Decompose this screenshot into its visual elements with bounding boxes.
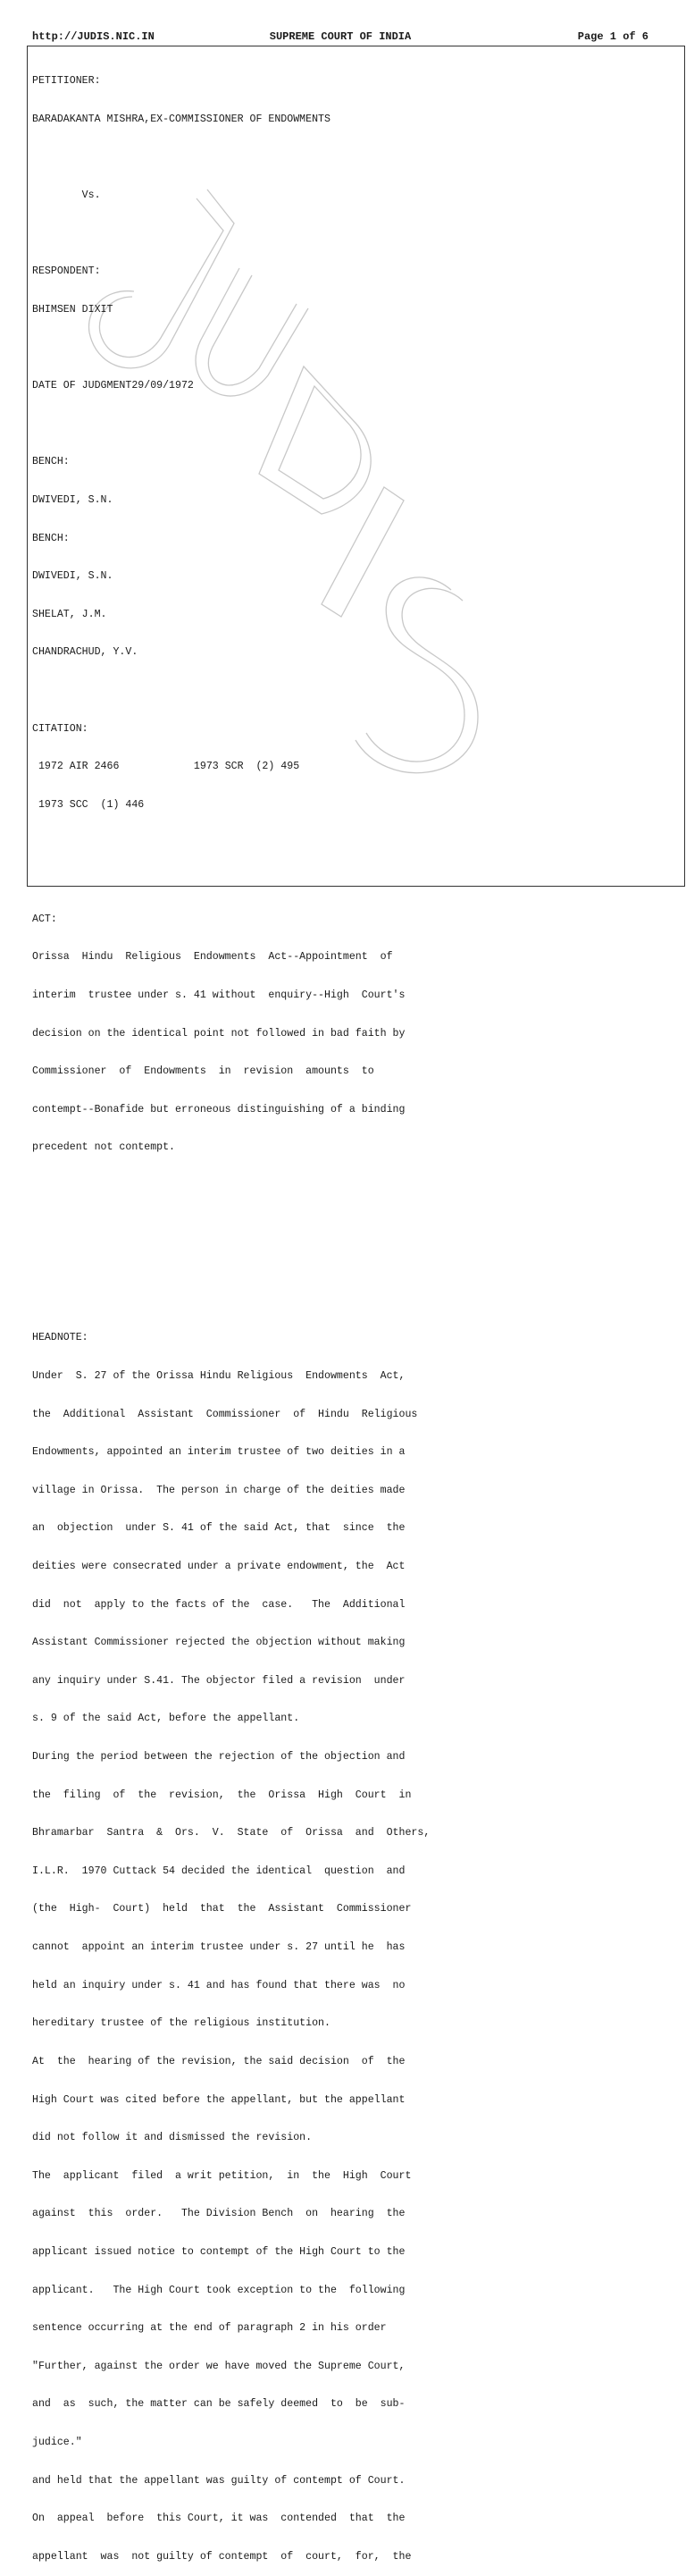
headnote-line: applicant issued notice to contempt of the High Court to the [32, 2245, 406, 2258]
headnote-line: the filing of the revision, the Orissa High Court in [32, 1789, 412, 1801]
bench-label: BENCH: [32, 532, 70, 544]
headnote-line: village in Orissa. The person in charge of the deities made [32, 1484, 406, 1496]
headnote-line: applicant. The High Court took exception to the following [32, 2284, 406, 2296]
act-line: precedent not contempt. [32, 1141, 176, 1154]
bench-label: BENCH: [32, 456, 70, 468]
act-line: contempt--Bonafide but erroneous distinguishing of a binding [32, 1103, 406, 1115]
act-line: Commissioner of Endowments in revision amounts to [32, 1065, 374, 1078]
headnote-line: against this order. The Division Bench on hearing the [32, 2208, 406, 2220]
act-line: decision on the identical point not followed in bad faith by [32, 1027, 406, 1040]
headnote-line: and held that the appellant was guilty of contempt of Court. [32, 2474, 406, 2487]
headnote-line: On appeal before this Court, it was contended that the [32, 2513, 406, 2525]
headnote-line: did not follow it and dismissed the revision. [32, 2132, 313, 2144]
headnote-line: appellant was not guilty of contempt of court, for, the [32, 2550, 412, 2563]
headnote-line: Bhramarbar Santra & Ors. V. State of Orissa and Others, [32, 1827, 431, 1839]
headnote-line: did not apply to the facts of the case. The Additional [32, 1598, 406, 1611]
citation-line: 1972 AIR 2466 1973 SCR (2) 495 [32, 761, 300, 773]
headnote-line: s. 9 of the said Act, before the appellant. [32, 1713, 300, 1725]
headnote-label: HEADNOTE: [32, 1332, 88, 1344]
headnote-line: an objection under S. 41 of the said Act, that since the [32, 1522, 406, 1535]
headnote-line: any inquiry under S.41. The objector filed a revision under [32, 1674, 406, 1687]
judge-name: CHANDRACHUD, Y.V. [32, 646, 138, 659]
headnote-line: "Further, against the order we have moved the Supreme Court, [32, 2360, 406, 2372]
citation-label: CITATION: [32, 722, 88, 735]
versus: Vs. [32, 189, 101, 202]
headnote-line: The applicant filed a writ petition, in the High Court [32, 2169, 412, 2182]
headnote-line: deities were consecrated under a private endowment, the Act [32, 1561, 406, 1572]
act-line: interim trustee under s. 41 without enquiry--High Court's [32, 989, 406, 1001]
headnote-line: cannot appoint an interim trustee under s. 27 until he has [32, 1941, 406, 1954]
page-number: Page 1 of 6 [577, 30, 648, 43]
headnote-line: High Court was cited before the appellant, but the appellant [32, 2093, 406, 2106]
headnote-line: Under S. 27 of the Orissa Hindu Religious Endowments Act, [32, 1369, 406, 1382]
source-url: http://JUDIS.NIC.IN [32, 30, 155, 43]
bench-judge: DWIVEDI, S.N. [32, 494, 113, 507]
headnote-line: Assistant Commissioner rejected the objection without making [32, 1637, 406, 1649]
citation-line: 1973 SCC (1) 446 [32, 798, 145, 811]
headnote-line: During the period between the rejection of the objection and [32, 1751, 406, 1764]
judge-name: DWIVEDI, S.N. [32, 570, 113, 583]
act-label: ACT: [32, 913, 57, 925]
headnote-line: and as such, the matter can be safely deemed to be sub- [32, 2398, 406, 2411]
headnote-line: sentence occurring at the end of paragraph 2 in his order [32, 2322, 387, 2335]
petitioner-label: PETITIONER: [32, 75, 101, 88]
respondent-label: RESPONDENT: [32, 265, 101, 278]
page-header [32, 29, 648, 44]
petitioner-name: BARADAKANTA MISHRA,EX-COMMISSIONER OF ENDOWMENTS [32, 114, 330, 126]
respondent-name: BHIMSEN DIXIT [32, 304, 113, 316]
headnote-line: hereditary trustee of the religious institution. [32, 2017, 330, 2030]
headnote-line: (the High- Court) held that the Assistant Commissioner [32, 1903, 412, 1915]
headnote-line: At the hearing of the revision, the said decision of the [32, 2055, 406, 2067]
judgment-date: DATE OF JUDGMENT29/09/1972 [32, 380, 194, 392]
judge-name: SHELAT, J.M. [32, 608, 107, 620]
act-line: Orissa Hindu Religious Endowments Act--Appointment of [32, 951, 393, 964]
judgment-text [32, 50, 438, 2576]
headnote-line: I.L.R. 1970 Cuttack 54 decided the identical question and [32, 1865, 406, 1877]
headnote-line: the Additional Assistant Commissioner of Hindu Religious [32, 1408, 418, 1420]
court-name: SUPREME COURT OF INDIA [269, 30, 412, 43]
headnote-line: judice." [32, 2437, 82, 2449]
headnote-line: held an inquiry under s. 41 and has found that there was no [32, 1979, 406, 1991]
headnote-line: Endowments, appointed an interim trustee of two deities in a [32, 1446, 406, 1459]
